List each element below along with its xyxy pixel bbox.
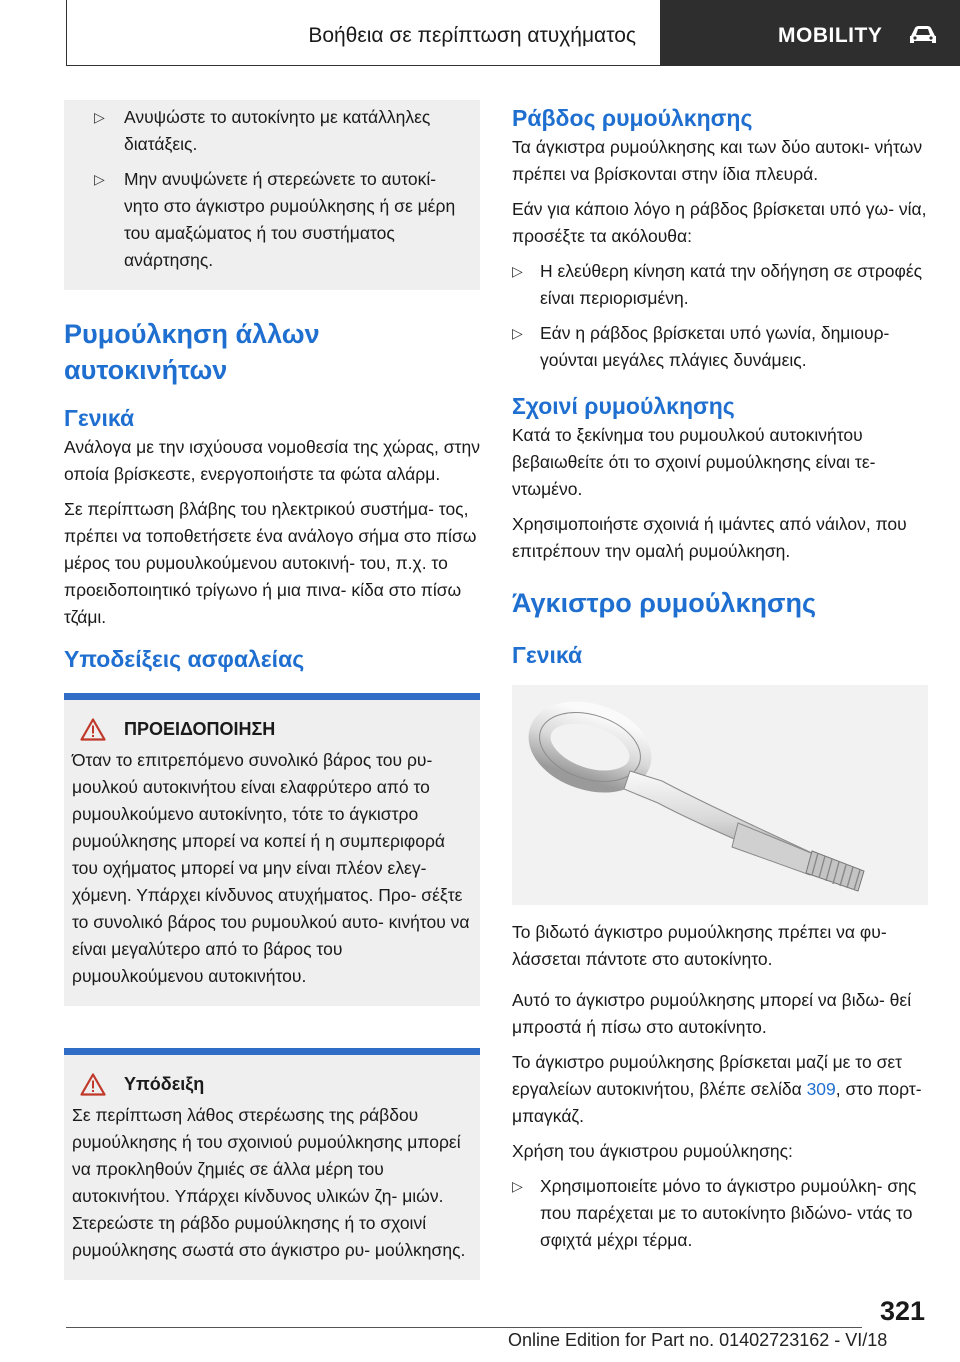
subsection-heading-tow-rope: Σχοινί ρυμούλκησης (512, 393, 735, 419)
triangle-bullet-icon: ▷ (512, 1178, 523, 1194)
triangle-bullet-icon: ▷ (512, 263, 523, 279)
subsection-heading-safety: Υποδείξεις ασφαλείας (64, 646, 305, 672)
warning-title: ΠΡΟΕΙΔΟΠΟΙΗΣΗ (124, 719, 276, 739)
triangle-bullet-icon: ▷ (512, 325, 523, 341)
list-item: ▷ Εάν η ράβδος βρίσκεται υπό γωνία, δημιουρ- γούνται μεγάλες πλάγιες δυνάμεις. (512, 320, 928, 374)
right-column (512, 100, 928, 1262)
warning-triangle-icon (80, 1073, 106, 1096)
chapter-title: Βοήθεια σε περίπτωση ατυχήματος (308, 24, 636, 47)
image-caption: Το βιδωτό άγκιστρο ρυμούλκησης πρέπει να φυ- λάσσεται πάντοτε στο αυτοκίνητο. (512, 922, 887, 969)
subsection-heading-tow-bar: Ράβδος ρυμούλκησης (512, 105, 753, 131)
list-item: ▷ Χρησιμοποιείτε μόνο το άγκιστρο ρυμούλκη- σης που παρέχεται με το αυτοκίνητο βιδώνο- ντάς το σφιχτά μέχρι τέρμα. (512, 1173, 928, 1254)
left-column (64, 100, 480, 1280)
paragraph: Αυτό το άγκιστρο ρυμούλκησης μπορεί να βιδω- θεί μπροστά ή πίσω στο αυτοκίνητο. (512, 990, 912, 1037)
paragraph: Εάν για κάποιο λόγο η ράβδος βρίσκεται υπό γω- νία, προσέξτε τα ακόλουθα: (512, 199, 927, 246)
notice-box (64, 1048, 480, 1280)
warning-box (64, 693, 480, 1006)
paragraph: Χρήση του άγκιστρου ρυμούλκησης: (512, 1141, 793, 1161)
paragraph: Ανάλογα με την ισχύουσα νομοθεσία της χώρας, στην οποία βρίσκεστε, ενεργοποιήστε τα φώτα αλάρμ. (64, 437, 480, 484)
triangle-bullet-icon: ▷ (94, 171, 105, 187)
tow-hook-image (512, 685, 928, 905)
subsection-heading-general: Γενικά (512, 642, 583, 668)
notice-text: Σε περίπτωση λάθος στερέωσης της ράβδου ρυμούλκησης ή του σχοινιού ρυμούλκησης μπορεί να προκληθούν ζημιές σε άλλα μέρη του αυτοκινήτου. Υπάρχει κίνδυνος υλικών ζη- μιών. Στερεώστε τη ράβδο ρυμούλκησης ή το σχοινί ρυμούλκησης σωστά στο άγκιστρο ρυ- μούλκησης. (72, 1105, 466, 1260)
car-icon (908, 24, 938, 46)
list-item: ▷ Ανυψώστε το αυτοκίνητο με κατάλληλες διατάξεις. (80, 104, 464, 158)
section-heading-towing: Ρυμούλκηση άλλων αυτοκινήτων (64, 319, 320, 385)
paragraph: Τα άγκιστρα ρυμούλκησης και των δύο αυτοκι- νήτων πρέπει να βρίσκονται στην ίδια πλευρά. (512, 137, 923, 184)
section-badge (660, 0, 960, 66)
edition-note: Online Edition for Part no. 01402723162 - VI/18 (508, 1330, 888, 1350)
warning-triangle-icon (80, 718, 106, 741)
footer-divider (66, 1327, 862, 1328)
list-item: ▷ Η ελεύθερη κίνηση κατά την οδήγηση σε στροφές είναι περιορισμένη. (512, 258, 928, 312)
list-item: ▷ Μην ανυψώνετε ή στερεώνετε το αυτοκί- νητο στο άγκιστρο ρυμούλκησης ή σε μέρη του αμαξώματος ή του συστήματος ανάρτησης. (80, 166, 464, 274)
section-heading-tow-hook: Άγκιστρο ρυμούλκησης (512, 588, 817, 618)
page-reference-link[interactable]: 309 (806, 1079, 836, 1099)
page-number: 321 (880, 1296, 926, 1326)
paragraph: Χρησιμοποιήστε σχοινιά ή ιμάντες από νάιλον, που επιτρέπουν την ομαλή ρυμούλκηση. (512, 514, 907, 561)
triangle-bullet-icon: ▷ (94, 109, 105, 125)
paragraph: Σε περίπτωση βλάβης του ηλεκτρικού συστήμα- τος, πρέπει να τοποθετήσετε ένα ανάλογο σήμα στο πίσω μέρος του ρυμουλκούμενου αυτοκινή- του, π.χ. το προειδοποιητικό τρίγωνο ή μια πινα- κίδα στο πίσω τζάμι. (64, 499, 477, 627)
notice-title: Υπόδειξη (124, 1074, 205, 1094)
section-badge-label: MOBILITY (778, 24, 883, 47)
warning-text: Όταν το επιτρεπόμενο συνολικό βάρος του ρυ- μουλκού αυτοκινήτου είναι ελαφρύτερο από το ρυμουλκούμενο αυτοκίνητο, τότε το άγκιστρο ρυμούλκησης μπορεί να κοπεί ή η συμπεριφορά του οχήματος μπορεί να μην είναι πλέον ελεγ- χόμενη. Υπάρχει κίνδυνος ατυχήματος. Προ- σέξτε το συνολικό βάρος του ρυμουλκού αυτο- κινήτου να είναι μεγαλύτερο από το βάρος του ρυμουλκούμενου αυτοκινήτου. (72, 750, 470, 986)
subsection-heading-general: Γενικά (64, 405, 135, 431)
paragraph: Κατά το ξεκίνημα του ρυμουλκού αυτοκινήτου βεβαιωθείτε ότι το σχοινί ρυμούλκησης είναι τε- ντωμένο. (512, 425, 876, 499)
paragraph: Το άγκιστρο ρυμούλκησης βρίσκεται μαζί με το σετ εργαλείων αυτοκινήτου, βλέπε σελίδα 309, στο πορτ-μπαγκάζ. (512, 1052, 922, 1126)
caution-list-box (64, 100, 480, 290)
